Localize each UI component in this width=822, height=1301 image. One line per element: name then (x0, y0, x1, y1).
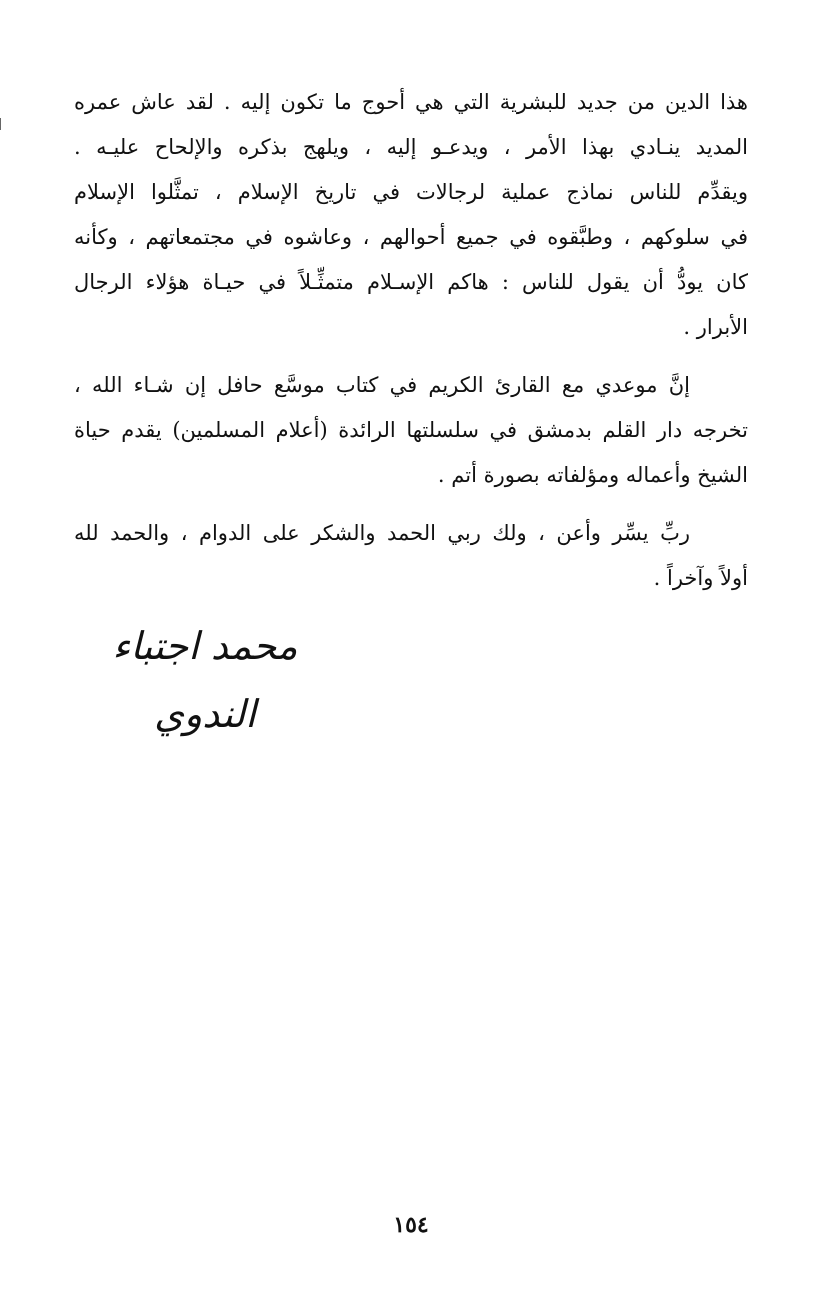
text-line: كان يودُّ أن يقول للناس : هاكم الإسـلام متمثِّـلاً في حيـاة هؤلاء الرجال (74, 270, 748, 294)
text-line: الأبرار . (683, 315, 748, 339)
text-line: ويقدِّم للناس نماذج عملية لرجالات في تاريخ الإسلام ، تمثَّلوا الإسلام (74, 180, 748, 204)
text-line: المديد ينـادي بهذا الأمر ، ويدعـو إليه ، ويلهج بذكره والإلحاح عليـه . (74, 135, 748, 159)
text-line: تخرجه دار القلم بدمشق في سلسلتها الرائدة (أعلام المسلمين) يقدم حياة (74, 418, 748, 442)
text-line: أولاً وآخراً . (653, 566, 748, 590)
page-number: ١٥٤ (393, 1212, 429, 1238)
text-line: إنَّ موعدي مع القارئ الكريم في كتاب موسَّع حافل إن شـاء الله ، (74, 373, 690, 397)
body-text (74, 80, 748, 601)
paragraph (74, 511, 748, 601)
text-line: هذا الدين من جديد للبشرية التي هي أحوج ما تكون إليه . لقد عاش عمره (74, 90, 748, 114)
paragraph-gap (74, 498, 748, 511)
paragraph (74, 80, 748, 350)
text-line: الشيخ وأعماله ومؤلفاته بصورة أتم . (437, 463, 748, 487)
text-line: في سلوكهم ، وطبَّقوه في جميع أحوالهم ، وعاشوه في مجتمعاتهم ، وكأنه (74, 225, 748, 249)
paragraph-gap (74, 350, 748, 363)
author-signature: محمد اجتباء الندوي (112, 624, 298, 736)
page-edge-mark (0, 118, 6, 130)
text-line: ربِّ يسِّر وأعن ، ولك ربي الحمد والشكر على الدوام ، والحمد لله (74, 521, 690, 545)
paragraph (74, 363, 748, 498)
